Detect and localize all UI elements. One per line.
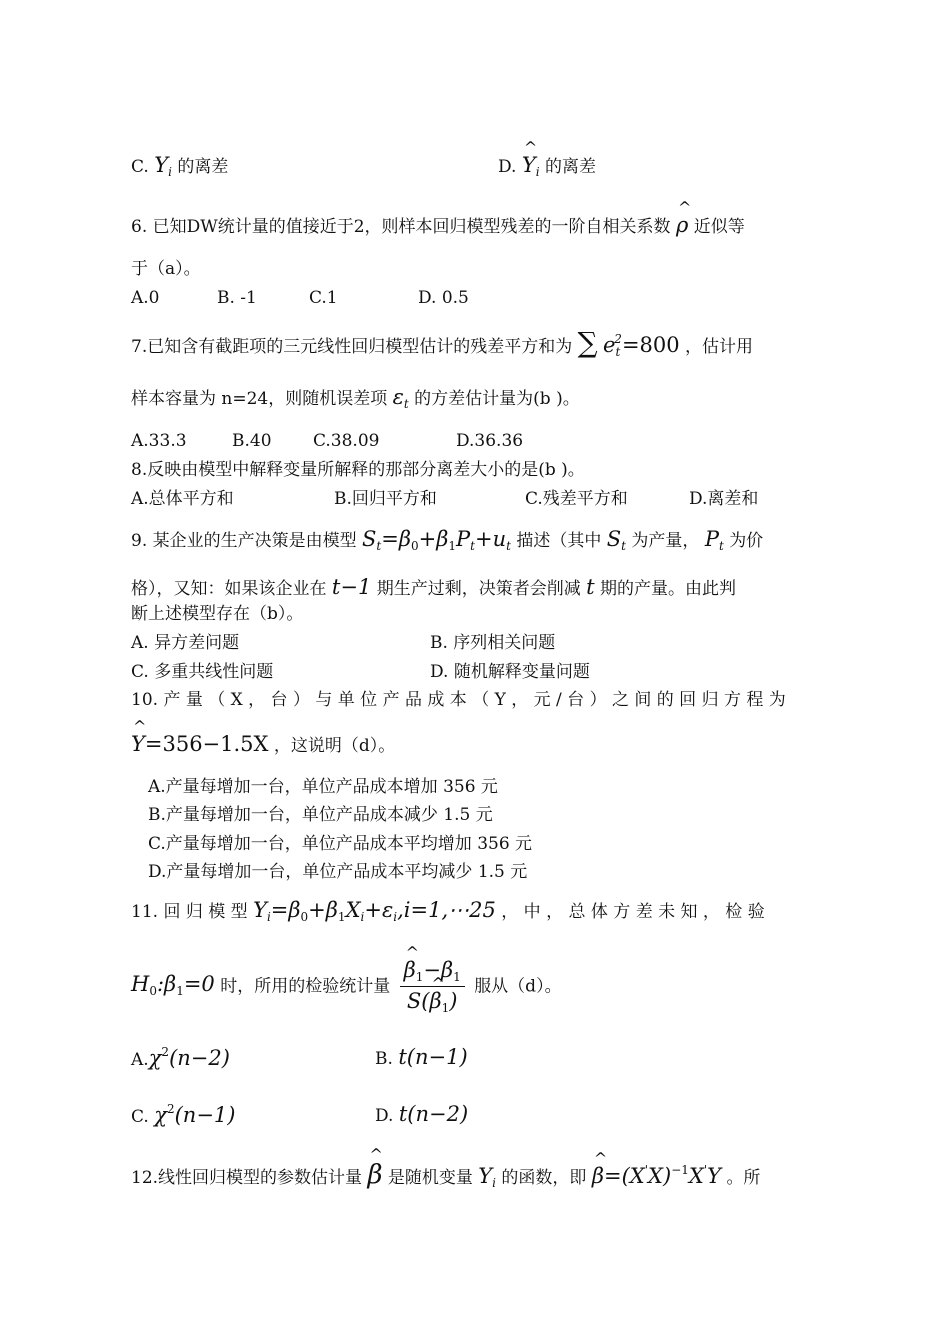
q6-line1: 6. 已知DW统计量的值接近于2，则样本回归模型残差的一阶自相关系数 ^ ρ 近似等 bbox=[131, 213, 819, 238]
q9-option-c: C. 多重共线性问题 bbox=[131, 662, 274, 682]
math-regression-model: $Y_i=\beta_0+\beta_1X_i+\varepsilon_i,i=1,\cdots 25$ bbox=[253, 898, 496, 924]
q7-line2: 样本容量为 n=24，则随机误差项 $\varepsilon_t$ 的方差估计量为(b )。 bbox=[131, 385, 580, 411]
q9-option-a: A. 异方差问题 bbox=[131, 633, 240, 653]
q5-option-c: C. $Y_i$ 的离差 bbox=[131, 153, 229, 179]
q11-option-b: B. t(n−1) bbox=[375, 1045, 468, 1069]
q7-option-d: D.36.36 bbox=[456, 431, 524, 451]
math-epsilon-t: $\varepsilon_t$ bbox=[392, 385, 409, 411]
q8-option-b: B.回归平方和 bbox=[334, 489, 437, 509]
math-h0: $H_0:\beta_1=0$ bbox=[131, 972, 215, 999]
q7-option-c: C.38.09 bbox=[313, 431, 380, 451]
q8-option-c: C.残差平方和 bbox=[525, 489, 628, 509]
q7-option-b: B.40 bbox=[232, 431, 272, 451]
math-t-minus-1: t−1 bbox=[331, 575, 372, 599]
math-s-t: $S_t$ bbox=[606, 527, 626, 553]
q9-line2: 格），又知：如果该企业在 t−1 期生产过剩，决策者会削减 t 期的产量。由此判 bbox=[131, 575, 736, 599]
q7-line1: 7.已知含有截距项的三元线性回归模型估计的残差平方和为 ∑ $e_t^2=800$ ，估计用 bbox=[131, 326, 754, 359]
q10-option-c: C.产量每增加一台，单位产品成本平均增加 356 元 bbox=[148, 834, 533, 854]
q6-line2: 于（a）。 bbox=[131, 259, 201, 279]
q11-line1: 11. 回 归 模 型 $Y_i=\beta_0+\beta_1X_i+\varepsilon_i,i=1,\cdots 25$ ， 中 ， 总 体 方 差 未 知 ， 检 验 bbox=[131, 898, 765, 924]
q9-line1: 9. 某企业的生产决策是由模型 $S_t=\beta_0+\beta_1P_t+u_t$ 描述（其中 $S_t$ 为产量， $P_t$ 为价 bbox=[131, 527, 764, 553]
math-t: t bbox=[586, 575, 595, 599]
q11-option-c: C. $\chi^2(n-1)$ bbox=[131, 1102, 236, 1127]
q9-line3: 断上述模型存在（b）。 bbox=[131, 604, 304, 624]
q8-option-a: A.总体平方和 bbox=[131, 489, 234, 509]
math-y-hat-i: ^ Y bbox=[522, 153, 536, 178]
q10-option-a: A.产量每增加一台，单位产品成本增加 356 元 bbox=[148, 777, 498, 797]
math-t-n-2: t(n−2) bbox=[398, 1102, 469, 1126]
math-rho-hat: ^ ρ bbox=[676, 213, 688, 238]
math-sum: ∑ bbox=[577, 326, 598, 359]
math-ols-estimator: ^ $\beta=(X'X)^{-1}X'Y$ bbox=[592, 1164, 721, 1188]
math-beta-hat: ^ β bbox=[367, 1160, 382, 1191]
q6-option-c: C.1 bbox=[309, 288, 338, 308]
q7-option-a: A.33.3 bbox=[131, 431, 187, 451]
q8-option-d: D.离差和 bbox=[689, 489, 759, 509]
math-p-t: $P_t$ bbox=[704, 527, 724, 553]
q11-option-a: $A.\chi^2(n-2)$ bbox=[131, 1045, 230, 1070]
math-t-n-1: t(n−1) bbox=[398, 1045, 468, 1069]
q11-line2: $H_0:\beta_1=0$ 时，所用的检验统计量 ^ $\frac{\beta_1-\beta_1}{S(\^{} \beta_1)}$ 服从（d）。 bbox=[131, 958, 562, 1016]
math-chi-square-n-2: $\chi^2(n-2)$ bbox=[148, 1045, 230, 1070]
q8-question: 8.反映由模型中解释变量所解释的那部分离差大小的是(b )。 bbox=[131, 460, 585, 480]
q6-option-a: A.0 bbox=[131, 288, 160, 308]
q10-option-b: B.产量每增加一台，单位产品成本减少 1.5 元 bbox=[148, 805, 493, 825]
math-y-i-2: $Y_i$ bbox=[478, 1164, 497, 1190]
math-model-equation: $S_t=\beta_0+\beta_1P_t+u_t$ bbox=[362, 527, 511, 553]
q6-option-b: B. -1 bbox=[217, 288, 257, 308]
q10-line2: ^ Y=356−1.5X ，这说明（d）。 bbox=[131, 732, 395, 757]
q10-option-d: D.产量每增加一台，单位产品成本平均减少 1.5 元 bbox=[148, 862, 528, 882]
q5-option-d: D. ^ $Y_i$ 的离差 bbox=[498, 153, 596, 179]
q9-option-d: D. 随机解释变量问题 bbox=[430, 662, 590, 682]
q6-option-d: D. 0.5 bbox=[418, 288, 469, 308]
math-test-statistic: ^ $\frac{\beta_1-\beta_1}{S(\^{} \beta_1)}$ bbox=[400, 958, 465, 1016]
math-chi-square-n-1: $\chi^2(n-1)$ bbox=[154, 1102, 236, 1127]
math-y-hat: ^ Y bbox=[131, 732, 145, 757]
q9-option-b: B. 序列相关问题 bbox=[430, 633, 556, 653]
q10-line1: 10. 产 量 （ X ， 台 ） 与 单 位 产 品 成 本 （ Y ， 元 / 台 ） 之 间 的 回 归 方 程 为 bbox=[131, 690, 786, 710]
math-e-t-squared: $e_t^2$ bbox=[603, 332, 622, 359]
math-y-i: $Y_i$ bbox=[154, 153, 172, 179]
q12-line1: 12.线性回归模型的参数估计量 ^ β 是随机变量 $Y_i$ 的函数，即 ^ $\beta=(X'X)^{-1}X'Y$ 。所 bbox=[131, 1160, 760, 1191]
q11-option-d: D. t(n−2) bbox=[375, 1102, 469, 1126]
